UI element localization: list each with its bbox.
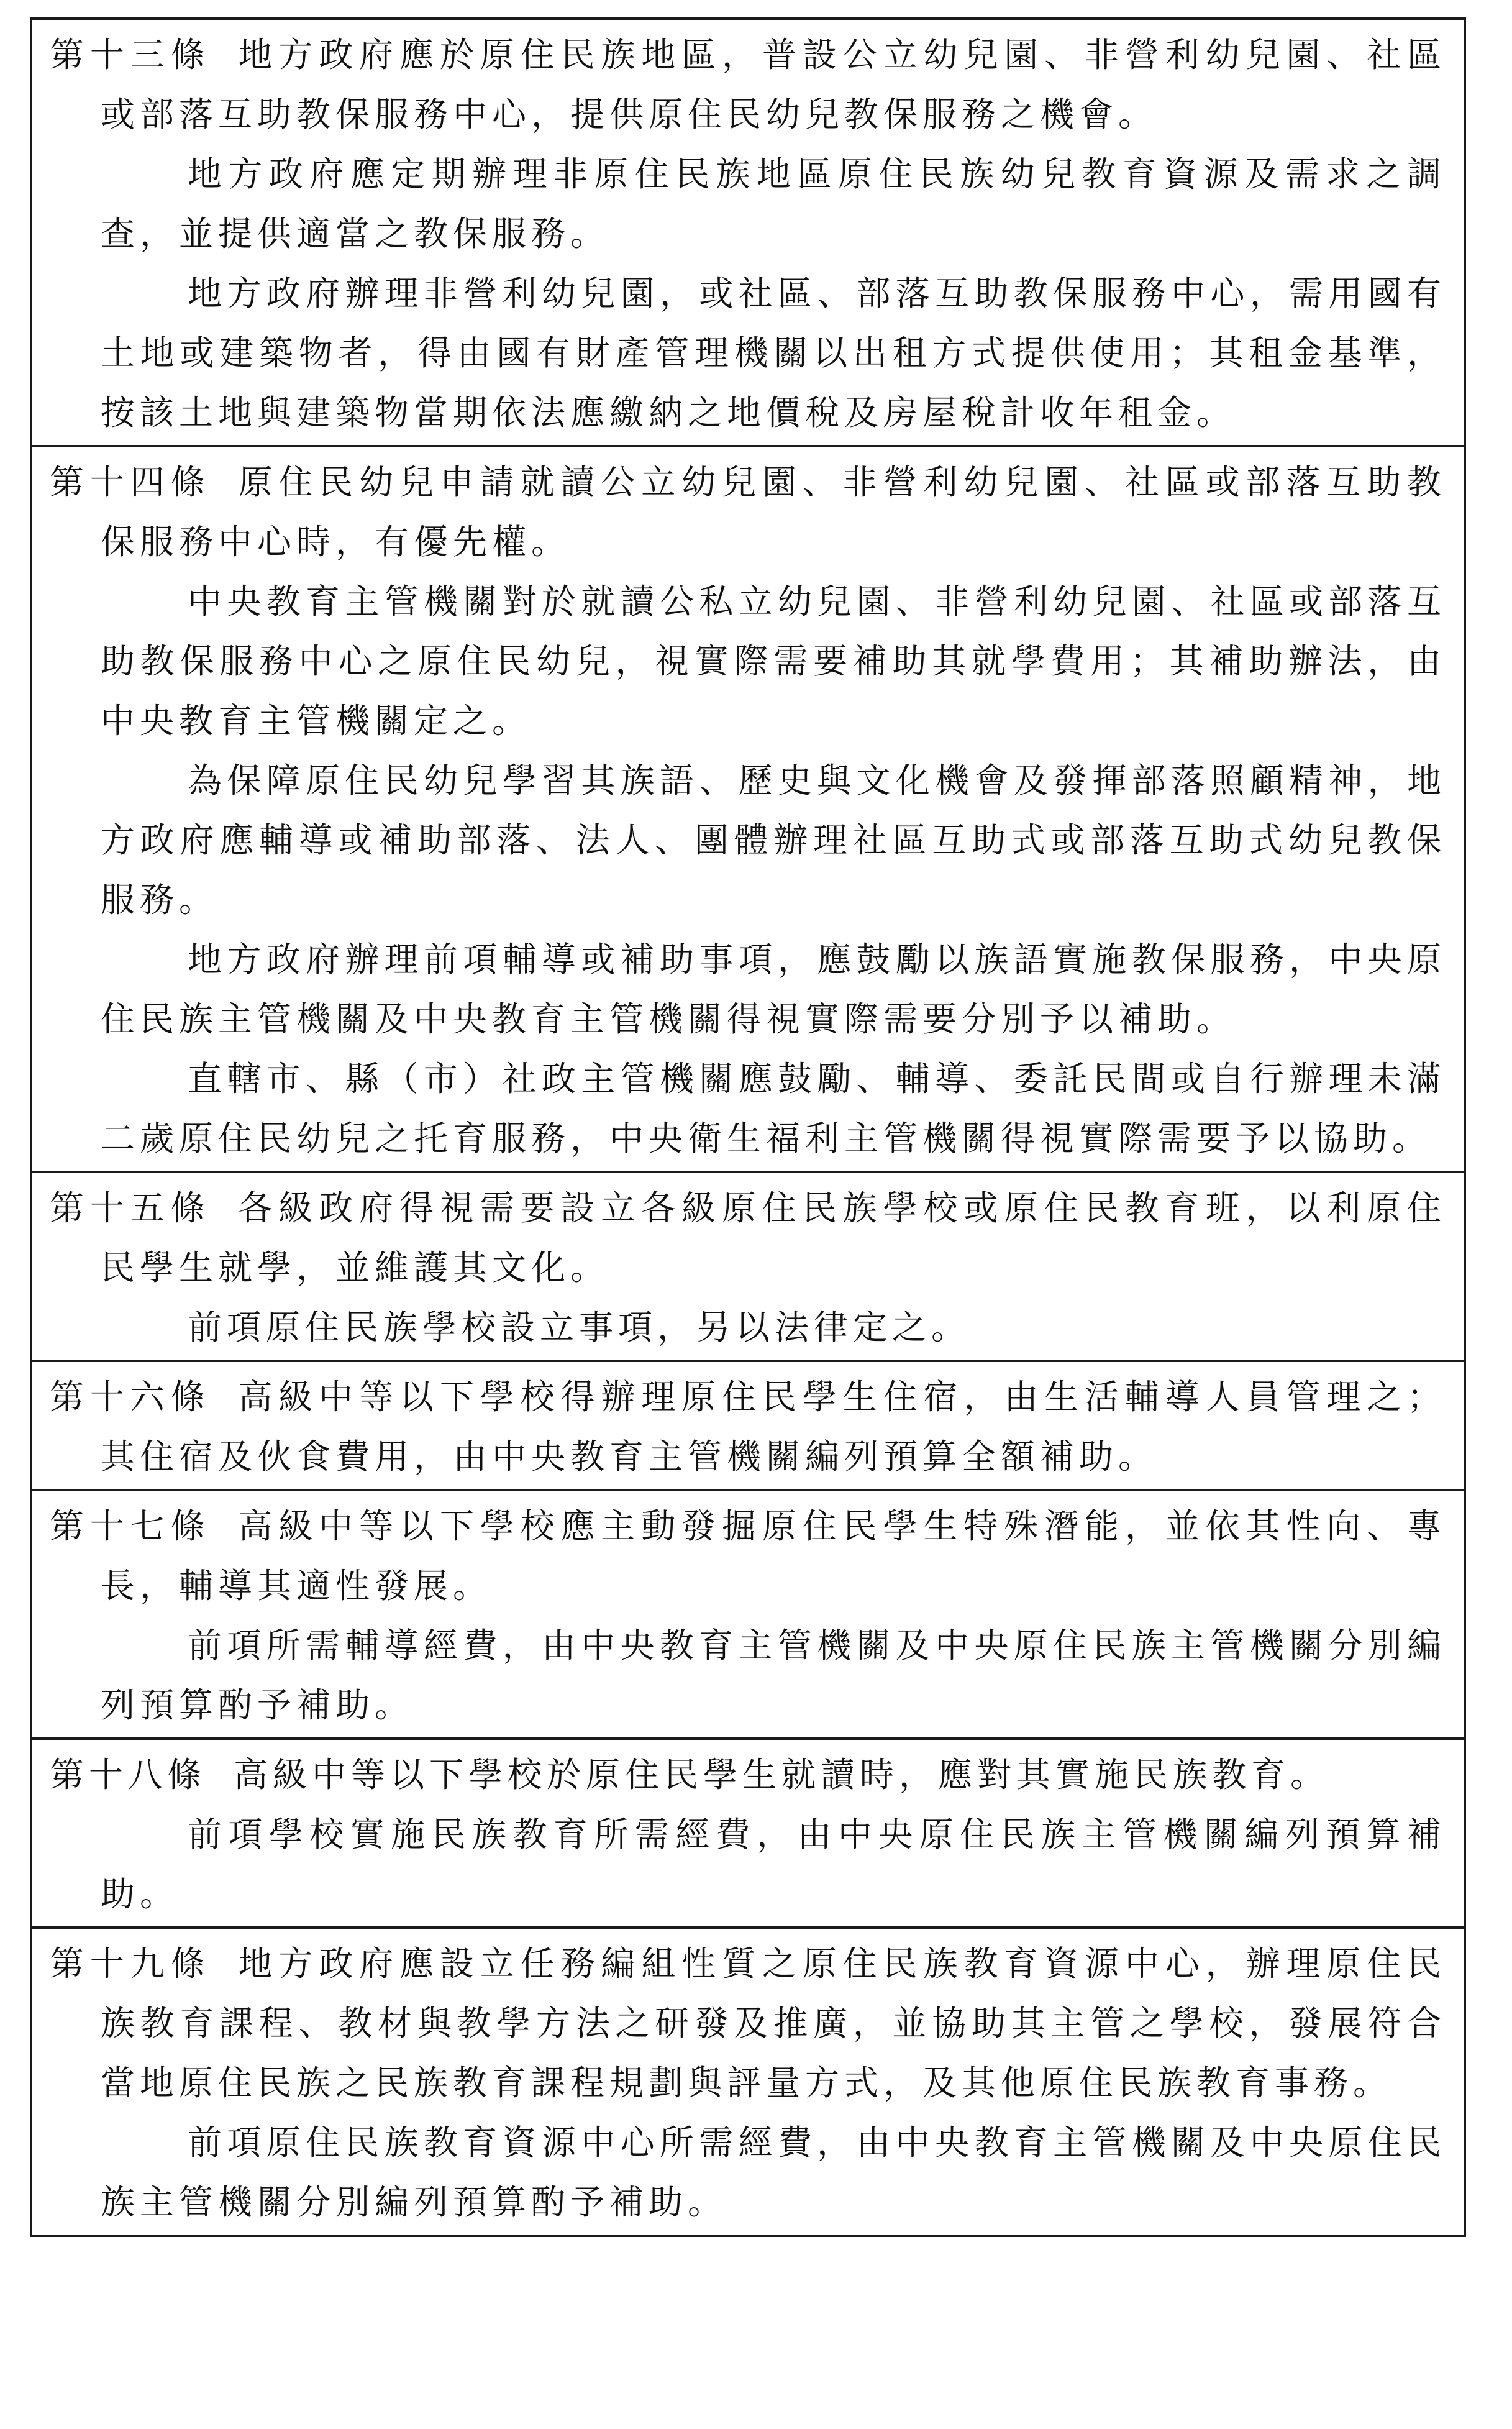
- article-number: 第十三條: [50, 35, 211, 75]
- article-14-paragraph-5: 直轄市、縣（市）社政主管機關應鼓勵、輔導、委託民間或自行辦理未滿二歲原住民幼兒之托育服務，中央衛生福利主管機關得視實際需要予以協助。: [101, 1059, 1446, 1158]
- article-number: 第十六條: [50, 1377, 211, 1417]
- article-number: 第十五條: [50, 1188, 211, 1228]
- paragraph-text: 地方政府應於原住民族地區，普設公立幼兒園、非營利幼兒園、社區或部落互助教保服務中心，提供原住民幼兒教保服務之機會。: [101, 35, 1446, 134]
- article-15: [32, 1173, 1464, 1362]
- article-number: 第十八條: [50, 1755, 207, 1795]
- article-13: [32, 20, 1464, 447]
- paragraph-text: 原住民幼兒申請就讀公立幼兒園、非營利幼兒園、社區或部落互助教保服務中心時，有優先權。: [101, 462, 1446, 562]
- article-19-paragraph-1: [50, 1934, 1446, 2113]
- article-13-paragraph-2: 地方政府應定期辦理非原住民族地區原住民族幼兒教育資源及需求之調查，並提供適當之教保服務。: [101, 154, 1446, 254]
- article-16: [32, 1362, 1464, 1491]
- article-13-paragraph-3: 地方政府辦理非營利幼兒園，或社區、部落互助教保服務中心，需用國有土地或建築物者，得由國有財產管理機關以出租方式提供使用；其租金基準，按該土地與建築物當期依法應繳納之地價稅及房屋稅計收年租金。: [101, 273, 1446, 432]
- article-number: 第十九條: [50, 1944, 211, 1983]
- article-14: [32, 447, 1464, 1173]
- article-15-paragraph-1: [50, 1178, 1446, 1297]
- article-19-paragraph-2: 前項原住民族教育資源中心所需經費，由中央教育主管機關及中央原住民族主管機關分別編列預算酌予補助。: [101, 2123, 1446, 2222]
- article-number: 第十七條: [50, 1506, 211, 1546]
- law-articles-table: [30, 17, 1466, 2237]
- article-14-paragraph-4: 地方政府辦理前項輔導或補助事項，應鼓勵以族語實施教保服務，中央原住民族主管機關及中央教育主管機關得視實際需要分別予以補助。: [101, 940, 1446, 1039]
- article-17: [32, 1491, 1464, 1740]
- article-14-paragraph-1: [50, 452, 1446, 572]
- paragraph-text: 高級中等以下學校應主動發掘原住民學生特殊潛能，並依其性向、專長，輔導其適性發展。: [101, 1506, 1446, 1606]
- article-14-paragraph-3: 為保障原住民幼兒學習其族語、歷史與文化機會及發揮部落照顧精神，地方政府應輔導或補助部落、法人、團體辦理社區互助式或部落互助式幼兒教保服務。: [101, 761, 1446, 920]
- paragraph-text: 地方政府應設立任務編組性質之原住民族教育資源中心，辦理原住民族教育課程、教材與教學方法之研發及推廣，並協助其主管之學校，發展符合當地原住民族之民族教育課程規劃與評量方式，及其他原住民族教育事務。: [101, 1944, 1446, 2103]
- article-14-paragraph-2: 中央教育主管機關對於就讀公私立幼兒園、非營利幼兒園、社區或部落互助教保服務中心之原住民幼兒，視實際需要補助其就學費用；其補助辦法，由中央教育主管機關定之。: [101, 582, 1446, 741]
- article-17-paragraph-1: [50, 1496, 1446, 1616]
- article-18: [32, 1740, 1464, 1929]
- paragraph-text: 各級政府得視需要設立各級原住民族學校或原住民教育班，以利原住民學生就學，並維護其文化。: [101, 1188, 1446, 1288]
- article-18-paragraph-1: [50, 1745, 1446, 1805]
- article-16-paragraph-1: [50, 1367, 1446, 1486]
- article-18-paragraph-2: 前項學校實施民族教育所需經費，由中央原住民族主管機關編列預算補助。: [101, 1814, 1446, 1914]
- article-15-paragraph-2: 前項原住民族學校設立事項，另以法律定之。: [188, 1307, 971, 1347]
- article-13-paragraph-1: [50, 25, 1446, 144]
- article-17-paragraph-2: 前項所需輔導經費，由中央教育主管機關及中央原住民族主管機關分別編列預算酌予補助。: [101, 1626, 1446, 1725]
- article-number: 第十四條: [50, 462, 211, 502]
- paragraph-text: 高級中等以下學校於原住民學生就讀時，應對其實施民族教育。: [234, 1755, 1330, 1795]
- article-19: [32, 1929, 1464, 2235]
- paragraph-text: 高級中等以下學校得辦理原住民學生住宿，由生活輔導人員管理之；其住宿及伙食費用，由中央教育主管機關編列預算全額補助。: [101, 1377, 1446, 1476]
